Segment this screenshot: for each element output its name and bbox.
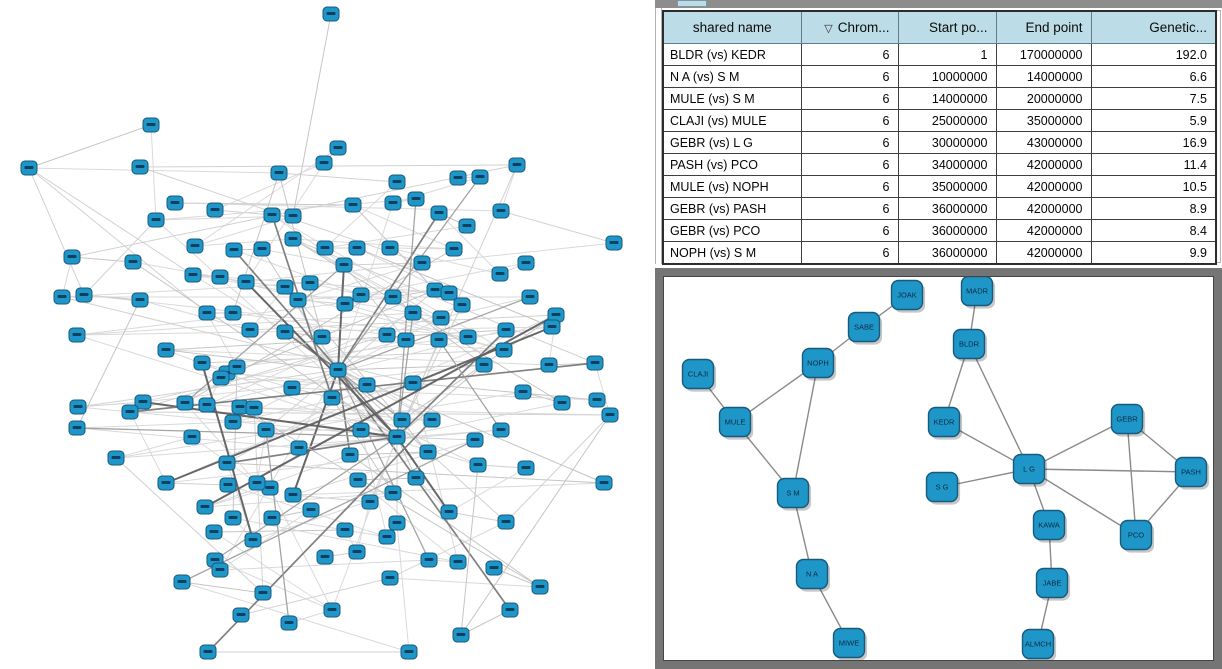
node-label-smudge	[229, 516, 238, 519]
node-label-smudge	[454, 560, 463, 563]
node-label-smudge	[496, 272, 505, 275]
node-label-smudge	[320, 161, 329, 164]
cell-shared-name[interactable]: PASH (vs) PCO	[663, 154, 801, 176]
node-label-smudge	[230, 248, 239, 251]
node-label-smudge	[211, 558, 220, 561]
node-label: PCO	[1127, 530, 1145, 540]
node-label-smudge	[250, 406, 259, 409]
network-node[interactable]	[1112, 405, 1146, 437]
node-label-smudge	[398, 418, 407, 421]
node-label-smudge	[353, 550, 362, 553]
node-label-smudge	[363, 383, 372, 386]
node-label-smudge	[328, 608, 337, 611]
node-label-smudge	[393, 521, 402, 524]
node-label-smudge	[558, 401, 567, 404]
network-node[interactable]	[797, 560, 831, 592]
node-label-smudge	[389, 201, 398, 204]
node-label-smudge	[548, 325, 557, 328]
table-row[interactable]	[663, 198, 1216, 220]
table-row[interactable]	[663, 154, 1216, 176]
network-node[interactable]	[892, 281, 926, 313]
node-label-smudge	[162, 481, 171, 484]
node-label-smudge	[25, 166, 34, 169]
network-edge	[116, 458, 263, 593]
cell-value[interactable]: 42000000	[996, 176, 1091, 198]
node-label-smudge	[295, 446, 304, 449]
network-edge	[358, 480, 458, 562]
network-node[interactable]	[778, 479, 812, 511]
node-label-smudge	[357, 293, 366, 296]
node-label-smudge	[285, 621, 294, 624]
node-label-smudge	[591, 361, 600, 364]
network-node[interactable]	[1034, 511, 1068, 543]
node-label-smudge	[435, 338, 444, 341]
node-label: KEDR	[933, 417, 955, 427]
node-label-smudge	[281, 285, 290, 288]
cell-value[interactable]: 35000000	[996, 110, 1091, 132]
node-label-smudge	[471, 438, 480, 441]
node-label-smudge	[519, 390, 528, 393]
cell-value[interactable]: 25000000	[898, 110, 996, 132]
node-label-smudge	[497, 209, 506, 212]
node-label: N A	[805, 569, 819, 579]
node-label-smudge	[58, 295, 67, 298]
network-edge	[130, 412, 166, 483]
column-header-genetic-[interactable]	[1091, 11, 1216, 44]
node-label-smudge	[383, 333, 392, 336]
node-label-smudge	[162, 348, 171, 351]
column-header-end-point[interactable]	[996, 11, 1091, 44]
cell-value[interactable]: 36000000	[898, 198, 996, 220]
node-label: MADR	[965, 286, 989, 296]
node-label-smudge	[435, 211, 444, 214]
node-label-smudge	[354, 478, 363, 481]
node-label-smudge	[457, 633, 466, 636]
node-label-smudge	[242, 280, 251, 283]
node-label: BLDR	[958, 339, 980, 349]
node-label-smudge	[321, 246, 330, 249]
column-header-label: Chrom...	[837, 20, 890, 35]
network-node[interactable]	[1037, 569, 1071, 601]
node-label-smudge	[476, 175, 485, 178]
node-label-smudge	[366, 500, 375, 503]
node-label-smudge	[289, 214, 298, 217]
node-label-smudge	[136, 165, 145, 168]
network-edge	[449, 512, 506, 522]
result-network-panel	[655, 268, 1222, 669]
column-header-label: shared name	[692, 20, 772, 35]
network-edge	[397, 523, 409, 652]
network-edge	[393, 177, 480, 203]
node-label-smudge	[198, 361, 207, 364]
node-label-smudge	[266, 486, 275, 489]
column-header-label: Genetic...	[1149, 20, 1207, 35]
node-label-smudge	[383, 535, 392, 538]
cell-value[interactable]: 6	[801, 132, 898, 154]
node-label-smudge	[203, 403, 212, 406]
cell-value[interactable]: 42000000	[996, 198, 1091, 220]
node-label-smudge	[327, 12, 336, 15]
node-label-smudge	[328, 396, 337, 399]
network-edge	[390, 578, 540, 587]
network-edge	[84, 220, 156, 295]
cell-shared-name[interactable]: MULE (vs) S M	[663, 88, 801, 110]
node-label-smudge	[246, 328, 255, 331]
network-edge	[293, 14, 331, 216]
table-row[interactable]	[663, 242, 1216, 265]
network-edge	[182, 582, 263, 593]
column-header-start-po-[interactable]	[898, 11, 996, 44]
network-node[interactable]	[927, 473, 961, 505]
node-label-smudge	[268, 213, 277, 216]
network-edge	[969, 344, 1029, 469]
cell-value[interactable]: 9.9	[1091, 242, 1216, 265]
node-label-smudge	[126, 410, 135, 413]
network-node[interactable]	[1023, 630, 1057, 661]
node-label-smudge	[463, 224, 472, 227]
cell-value[interactable]: 34000000	[898, 154, 996, 176]
node-label-smudge	[171, 201, 180, 204]
network-edge	[461, 415, 610, 635]
node-label-smudge	[216, 568, 225, 571]
node-label-smudge	[600, 481, 609, 484]
node-label: PASH	[1181, 467, 1201, 477]
table-row[interactable]	[663, 176, 1216, 198]
node-label-smudge	[386, 246, 395, 249]
node-label-smudge	[318, 335, 327, 338]
node-label-smudge	[389, 491, 398, 494]
node-label-smudge	[334, 368, 343, 371]
node-label-smudge	[152, 218, 161, 221]
network-node[interactable]	[803, 349, 837, 381]
network-edge	[214, 532, 332, 610]
node-label-smudge	[353, 246, 362, 249]
horizontal-scrollbar[interactable]	[655, 0, 1222, 8]
node-label-smudge	[139, 400, 148, 403]
node-label: JABE	[1042, 578, 1062, 588]
network-node[interactable]	[683, 360, 717, 392]
cell-value[interactable]: 20000000	[996, 88, 1091, 110]
node-label-smudge	[321, 555, 330, 558]
result-network-canvas[interactable]	[664, 277, 1213, 660]
node-label-smudge	[334, 146, 343, 149]
node-label-smudge	[253, 481, 262, 484]
cell-value[interactable]: 42000000	[996, 220, 1091, 242]
network-node[interactable]	[1176, 458, 1210, 490]
column-header-shared-name[interactable]	[663, 11, 801, 44]
cell-value[interactable]: 16.9	[1091, 132, 1216, 154]
cell-value[interactable]: 42000000	[996, 154, 1091, 176]
table-body	[663, 44, 1216, 265]
cell-value[interactable]: 6	[801, 110, 898, 132]
node-label-smudge	[490, 566, 499, 569]
node-label-smudge	[522, 466, 531, 469]
cell-shared-name[interactable]: GEBR (vs) L G	[663, 132, 801, 154]
node-label: MIWE	[838, 638, 860, 648]
node-label-smudge	[464, 335, 473, 338]
node-label-smudge	[502, 520, 511, 523]
edge-attribute-table	[662, 10, 1217, 265]
network-edge	[1029, 469, 1191, 472]
node-label-smudge	[536, 585, 545, 588]
node-label: S G	[935, 482, 949, 492]
node-label-smudge	[210, 530, 219, 533]
node-label-smudge	[341, 302, 350, 305]
cell-value[interactable]: 10.5	[1091, 176, 1216, 198]
node-label-smudge	[216, 275, 225, 278]
network-edge	[358, 478, 416, 480]
cell-shared-name[interactable]: NOPH (vs) S M	[663, 242, 801, 265]
node-label-smudge	[188, 435, 197, 438]
node-label-smudge	[236, 405, 245, 408]
cell-shared-name[interactable]: GEBR (vs) PASH	[663, 198, 801, 220]
cell-value[interactable]: 6	[801, 154, 898, 176]
network-node[interactable]	[720, 408, 754, 440]
cell-value[interactable]: 192.0	[1091, 44, 1216, 66]
node-label-smudge	[502, 328, 511, 331]
node-label-smudge	[424, 450, 433, 453]
node-label-smudge	[450, 247, 459, 250]
panel-splitter[interactable]	[655, 8, 662, 264]
network-node[interactable]	[834, 629, 868, 661]
table-row[interactable]	[663, 220, 1216, 242]
node-label-smudge	[74, 405, 83, 408]
network-node[interactable]	[1121, 521, 1155, 553]
node-label-smudge	[480, 363, 489, 366]
node-label: CLAJI	[687, 369, 709, 379]
node-label: SABE	[853, 322, 875, 332]
node-label-smudge	[289, 493, 298, 496]
node-label-smudge	[412, 197, 421, 200]
result-network-frame	[663, 276, 1214, 661]
table-row[interactable]	[663, 44, 1216, 66]
network-edge	[501, 211, 614, 243]
node-label-smudge	[237, 613, 246, 616]
node-label-smudge	[522, 261, 531, 264]
table-row[interactable]	[663, 88, 1216, 110]
network-node[interactable]	[1014, 455, 1048, 487]
node-label-smudge	[73, 333, 82, 336]
node-label-smudge	[281, 330, 290, 333]
column-header-label: End point	[1025, 20, 1083, 35]
node-label-smudge	[268, 516, 277, 519]
node-label-smudge	[259, 591, 268, 594]
node-label-smudge	[552, 313, 561, 316]
node-label: L G	[1023, 464, 1035, 474]
node-label-smudge	[68, 255, 77, 258]
node-label: GEBR	[1116, 414, 1138, 424]
node-label-smudge	[513, 163, 522, 166]
node-label-smudge	[610, 241, 619, 244]
table-row[interactable]	[663, 110, 1216, 132]
node-label-smudge	[229, 420, 238, 423]
cell-value[interactable]: 42000000	[996, 242, 1091, 265]
node-label-smudge	[357, 428, 366, 431]
cell-shared-name[interactable]: CLAJI (vs) MULE	[663, 110, 801, 132]
cell-value[interactable]: 5.9	[1091, 110, 1216, 132]
cell-value[interactable]: 6	[801, 220, 898, 242]
network-edge	[77, 422, 233, 428]
cell-shared-name[interactable]: N A (vs) S M	[663, 66, 801, 88]
node-label-smudge	[136, 298, 145, 301]
cell-value[interactable]: 6	[801, 44, 898, 66]
node-label-smudge	[258, 247, 267, 250]
network-edge	[195, 239, 293, 246]
node-label-smudge	[393, 435, 402, 438]
node-label-smudge	[211, 208, 220, 211]
node-label-smudge	[405, 650, 414, 653]
node-label-smudge	[249, 538, 258, 541]
node-label-smudge	[73, 426, 82, 429]
node-label-smudge	[389, 295, 398, 298]
node-label-smudge	[233, 365, 242, 368]
node-label-smudge	[341, 528, 350, 531]
cell-shared-name[interactable]: BLDR (vs) KEDR	[663, 44, 801, 66]
network-edge	[29, 168, 193, 275]
network-node[interactable]	[929, 408, 963, 440]
node-label-smudge	[454, 176, 463, 179]
cell-value[interactable]: 1	[898, 44, 996, 66]
node-label-smudge	[445, 510, 454, 513]
cell-value[interactable]: 6	[801, 88, 898, 110]
node-label-smudge	[340, 263, 349, 266]
network-edge	[175, 203, 501, 211]
node-label-smudge	[526, 295, 535, 298]
cell-value[interactable]: 170000000	[996, 44, 1091, 66]
node-label-smudge	[307, 508, 316, 511]
node-label-smudge	[545, 363, 554, 366]
node-label-smudge	[606, 413, 615, 416]
node-label-smudge	[409, 381, 418, 384]
node-label-smudge	[288, 386, 297, 389]
node-label-smudge	[346, 453, 355, 456]
cell-shared-name[interactable]: GEBR (vs) PCO	[663, 220, 801, 242]
right-pane	[655, 0, 1222, 669]
node-label-smudge	[217, 376, 226, 379]
node-label-smudge	[262, 428, 271, 431]
node-label-smudge	[431, 288, 440, 291]
column-header-chrom-[interactable]	[801, 11, 898, 44]
cell-value[interactable]: 14000000	[996, 66, 1091, 88]
node-label-smudge	[189, 273, 198, 276]
network-node[interactable]	[962, 277, 996, 309]
node-label-smudge	[445, 291, 454, 294]
node-label-smudge	[418, 261, 427, 264]
cell-value[interactable]: 6.6	[1091, 66, 1216, 88]
network-edge	[29, 168, 84, 295]
node-label-smudge	[425, 558, 434, 561]
network-edge	[793, 363, 818, 493]
cell-value[interactable]: 30000000	[898, 132, 996, 154]
network-edge	[461, 465, 478, 635]
node-label-smudge	[500, 348, 509, 351]
node-label-smudge	[409, 311, 418, 314]
node-label-smudge	[289, 237, 298, 240]
node-label-smudge	[191, 244, 200, 247]
node-label-smudge	[224, 483, 233, 486]
node-label-smudge	[294, 298, 303, 301]
cell-value[interactable]: 6	[801, 242, 898, 265]
node-label-smudge	[458, 303, 467, 306]
network-edge	[72, 257, 133, 262]
table-row[interactable]	[663, 66, 1216, 88]
node-label-smudge	[393, 180, 402, 183]
node-label: MULE	[724, 417, 746, 427]
table-header-row	[663, 11, 1216, 44]
network-edge	[166, 483, 228, 485]
node-label-smudge	[201, 505, 210, 508]
node-label-smudge	[147, 123, 156, 126]
node-label-smudge	[229, 311, 238, 314]
cell-value[interactable]: 8.4	[1091, 220, 1216, 242]
cell-value[interactable]: 8.9	[1091, 198, 1216, 220]
node-label-smudge	[437, 316, 446, 319]
node-label-smudge	[306, 281, 315, 284]
cell-value[interactable]: 6	[801, 176, 898, 198]
node-label: KAWA	[1038, 520, 1060, 530]
node-label-smudge	[129, 260, 138, 263]
cell-value[interactable]: 36000000	[898, 242, 996, 265]
node-label-smudge	[428, 418, 437, 421]
node-label-smudge	[497, 428, 506, 431]
cell-value[interactable]: 35000000	[898, 176, 996, 198]
network-edge	[270, 488, 332, 610]
node-label-smudge	[593, 398, 602, 401]
node-label-smudge	[181, 401, 190, 404]
cell-value[interactable]: 43000000	[996, 132, 1091, 154]
network-node[interactable]	[849, 313, 883, 345]
scrollbar-thumb[interactable]	[677, 0, 707, 7]
cell-value[interactable]: 6	[801, 198, 898, 220]
node-label-smudge	[112, 456, 121, 459]
node-label-smudge	[412, 476, 421, 479]
node-label: S M	[786, 488, 800, 498]
cell-value[interactable]: 10000000	[898, 66, 996, 88]
node-label-smudge	[474, 463, 483, 466]
node-label-smudge	[223, 461, 232, 464]
node-label-smudge	[402, 338, 411, 341]
node-label-smudge	[80, 293, 89, 296]
column-header-label: Start po...	[928, 20, 988, 35]
node-label-smudge	[386, 576, 395, 579]
table-row[interactable]	[663, 132, 1216, 154]
node-label: ALMCH	[1024, 639, 1052, 649]
node-label-smudge	[204, 650, 213, 653]
node-label: NOPH	[807, 358, 829, 368]
node-label-smudge	[203, 311, 212, 314]
node-label-smudge	[506, 608, 515, 611]
cell-value[interactable]: 11.4	[1091, 154, 1216, 176]
node-label-smudge	[349, 203, 358, 206]
network-node[interactable]	[954, 330, 988, 362]
node-label: JOAK	[897, 290, 917, 300]
cell-value[interactable]: 7.5	[1091, 88, 1216, 110]
cell-shared-name[interactable]: MULE (vs) NOPH	[663, 176, 801, 198]
node-label-smudge	[178, 580, 187, 583]
cell-value[interactable]: 14000000	[898, 88, 996, 110]
node-label-smudge	[275, 171, 284, 174]
cell-value[interactable]: 6	[801, 66, 898, 88]
filter-funnel-icon[interactable]: ▽	[824, 23, 833, 35]
cell-value[interactable]: 36000000	[898, 220, 996, 242]
